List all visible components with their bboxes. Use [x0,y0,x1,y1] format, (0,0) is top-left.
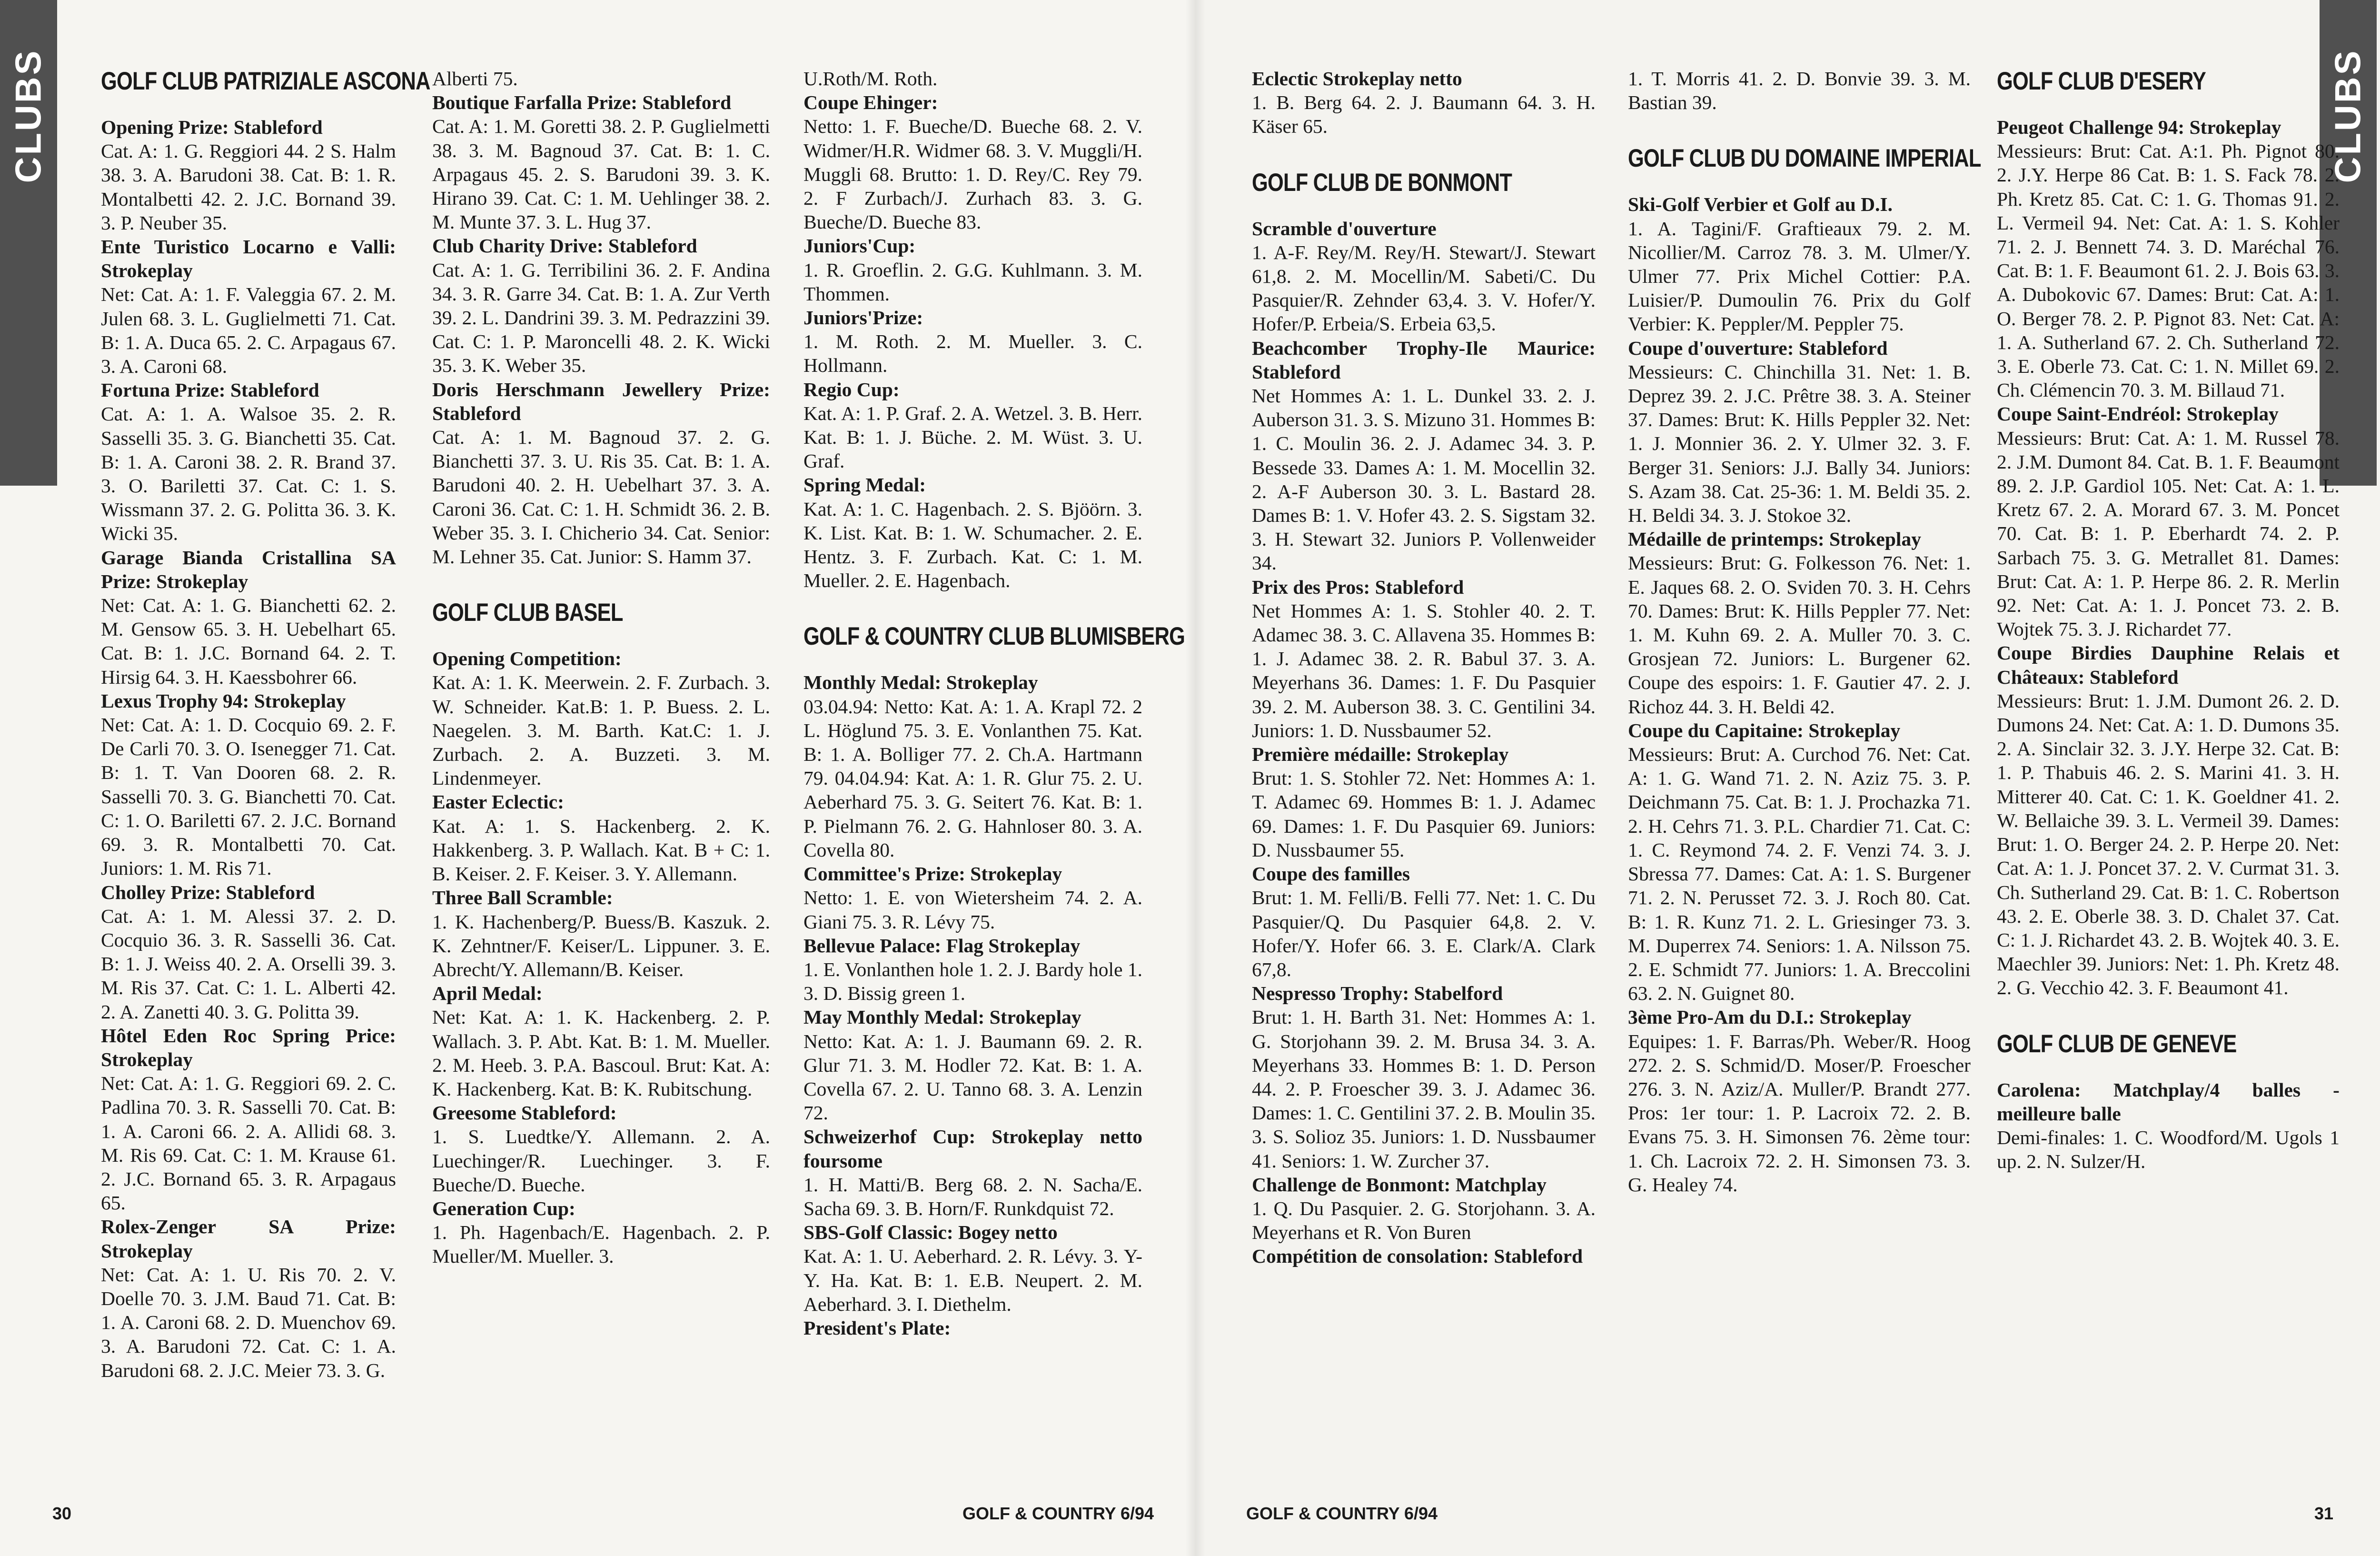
results-text: Kat. A: 1. S. Hackenberg. 2. K. Hakkenberg. 3. P. Wallach. Kat. B + C: 1. B. Keiser. 2. F. Keiser. 3. Y. Allemann. [432,815,770,885]
results-text: Net: Cat. A: 1. G. Reggiori 69. 2. C. Padlina 70. 3. R. Sasselli 70. Cat. B: 1. A. Caroni 66. 2. A. Allidi 68. 3. M. Ris 69. Cat. C: 1. M. Krause 61. 2. J.C. Bornand 65. 3. R. Arpagaus 65. [101,1072,396,1214]
results-text: Brut: 1. H. Barth 31. Net: Hommes A: 1. G. Storjohann 39. 2. M. Brusa 34. 3. A. Meyerhans 33. Hommes B: 1. D. Person 44. 2. P. Froescher 39. 3. J. Adamec 36. Dames: 1. C. Gentilini 37. 2. B. Moulin 35. 3. S. Solioz 35. Juniors: 1. D. Nussbaumer 41. Seniors: 1. W. Zurcher 37. [1252,1006,1596,1172]
competition-heading: Bellevue Palace: Flag Strokeplay [803,934,1081,957]
column-6 [1997,67,2340,1173]
results-text: 1. R. Groeflin. 2. G.G. Kuhlmann. 3. M. Thommen. [803,259,1142,305]
competition-heading: Boutique Farfalla Prize: Stableford [432,91,732,114]
results-text: Messieurs: Brut: G. Folkesson 76. Net: 1. E. Jaques 68. 2. O. Sviden 70. 3. H. Cehrs 70. Dames: Brut: K. Hills Peppler 77. Net: 1. M. Kuhn 69. 2. A. Muller 70. 3. C. Grosjean 72. Juniors: L. Burgener 62. Coupe des espoirs: 1. F. Gautier 47. 2. J. Richoz 44. 3. H. Beldi 42. [1628,552,1971,718]
competition-heading: Coupe Saint-Endréol: Strokeplay [1997,403,2279,425]
competition-heading: 3ème Pro-Am du D.I.: Strokeplay [1628,1006,1912,1028]
competition-heading: Generation Cup: [432,1197,575,1219]
competition-heading: Coupe d'ouverture: Stableford [1628,337,1888,359]
results-text: 1. Q. Du Pasquier. 2. G. Storjohann. 3. A. Meyerhans et R. Von Buren [1252,1197,1596,1244]
results-text: 1. M. Roth. 2. M. Mueller. 3. C. Hollmann. [803,330,1142,377]
competition-heading: Club Charity Drive: Stableford [432,235,697,257]
competition-heading: Monthly Medal: Strokeplay [803,671,1038,694]
club-heading: GOLF CLUB DE BONMONT [1252,168,1512,197]
competition-heading: Peugeot Challenge 94: Strokeplay [1997,116,2281,138]
results-text: Kat. A: 1. P. Graf. 2. A. Wetzel. 3. B. Herr. Kat. B: 1. J. Büche. 2. M. Wüst. 3. U. Graf. [803,402,1142,472]
results-text: Alberti 75. [432,68,518,90]
competition-heading: Nespresso Trophy: Stabelford [1252,982,1503,1005]
competition-heading: Greesome Stableford: [432,1102,617,1124]
competition-heading: Juniors'Cup: [803,235,916,257]
competition-heading: Opening Competition: [432,648,622,670]
competition-heading: SBS-Golf Classic: Bogey netto [803,1221,1058,1244]
page-gutter [1185,0,1205,1556]
results-text: 1. S. Luedtke/Y. Allemann. 2. A. Luechinger/R. Luechinger. 3. F. Bueche/D. Bueche. [432,1126,770,1196]
club-heading: GOLF CLUB DU DOMAINE IMPERIAL [1628,144,1981,173]
competition-heading: Ski-Golf Verbier et Golf au D.I. [1628,193,1893,216]
results-text: Brut: 1. M. Felli/B. Felli 77. Net: 1. C. Du Pasquier/Q. Du Pasquier 64,8. 2. V. Hofer/Y. Hofer 66. 3. E. Clark/A. Clark 67,8. [1252,887,1596,980]
results-text: Cat. A: 1. G. Terribilini 36. 2. F. Andina 34. 3. R. Garre 34. Cat. B: 1. A. Zur Verth 39. 2. L. Dandrini 39. 3. M. Pedrazzini 39. Cat. C: 1. P. Maroncelli 48. 2. K. Wicki 35. 3. K. Weber 35. [432,259,770,377]
results-text: Messieurs: Brut: Cat. A:1. Ph. Pignot 80. 2. J.Y. Herpe 86 Cat. B: 1. S. Fack 78. 2. Ph. Kretz 85. Cat. C: 1. G. Thomas 91. 2. L. Vermeil 94. Net: Cat. A: 1. S. Kohler 71. 2. J. Bennett 74. 3. D. Maréchal 76. Cat. B: 1. F. Beaumont 61. 2. J. Bois 63. 3. A. Dubokovic 67. Dames: Brut: Cat. A: 1. O. Berger 78. 2. P. Pignot 83. Net: Cat. A: 1. A. Sutherland 67. 2. Ch. Sutherland 72. 3. E. Oberle 73. Cat. C: 1. N. Millet 69. 2. Ch. Clémencin 70. 3. M. Billaud 71. [1997,140,2340,401]
results-text: Net: Cat. A: 1. G. Bianchetti 62. 2. M. Gensow 65. 3. H. Uebelhart 65. Cat. B: 1. J.C. Bornand 64. 2. T. Hirsig 64. 3. H. Kaessbohrer 66. [101,594,396,688]
results-text: Messieurs: Brut: 1. J.M. Dumont 26. 2. D. Dumons 24. Net: Cat. A: 1. D. Dumons 35. 2. A. Sinclair 32. 3. J.Y. Herpe 32. Cat. B: 1. P. Thabuis 46. 2. S. Marini 41. 3. H. Mitterer 40. Cat. C: 1. K. Goeldner 41. 2. W. Bellaiche 39. 3. L. Vermeil 39. Dames: Brut: 1. O. Berger 24. 2. P. Herpe 20. Net: Cat. A: 1. J. Poncet 37. 2. V. Curmat 31. 3. Ch. Sutherland 29. Cat. B: 1. C. Robertson 43. 2. E. Oberle 38. 3. D. Chalet 37. Cat. C: 1. J. Richardet 43. 2. B. Wojtek 40. 3. E. Maechler 39. Juniors: Net: 1. Ph. Kretz 48. 2. G. Vecchio 42. 3. F. Beaumont 41. [1997,689,2340,999]
competition-heading: President's Plate: [803,1317,951,1339]
results-text: Kat. A: 1. C. Hagenbach. 2. S. Bjöörn. 3. K. List. Kat. B: 1. W. Schumacher. 2. E. Hentz. 3. F. Zurbach. Kat. C: 1. M. Mueller. 2. E. Hagenbach. [803,498,1142,592]
competition-heading: Garage Bianda Cristallina SA Prize: Strokeplay [101,546,396,592]
competition-heading: Doris Herschmann Jewellery Prize: Stableford [432,378,770,424]
results-text: Net: Kat. A: 1. K. Hackenberg. 2. P. Wallach. 3. P. Abt. Kat. B: 1. M. Mueller. 2. M. Heeb. 3. P.A. Bascoul. Brut: Kat. A: K. Hackenberg. Kat. B: K. Rubitschung. [432,1006,770,1100]
results-text: 1. Ph. Hagenbach/E. Hagenbach. 2. P. Mueller/M. Mueller. 3. [432,1221,770,1267]
results-text: Netto: 1. E. von Wietersheim 74. 2. A. Giani 75. 3. R. Lévy 75. [803,887,1142,933]
competition-heading: Coupe du Capitaine: Strokeplay [1628,719,1901,741]
column-4 [1252,67,1596,1268]
results-text: 1. E. Vonlanthen hole 1. 2. J. Bardy hole 1. 3. D. Bissig green 1. [803,958,1142,1005]
competition-heading: Beachcomber Trophy-Ile Maurice: Stableford [1252,337,1596,383]
competition-heading: May Monthly Medal: Strokeplay [803,1006,1081,1028]
results-text: Cat. A: 1. M. Bagnoud 37. 2. G. Bianchetti 37. 3. U. Ris 35. Cat. B: 1. A. Barudoni 40. 2. H. Uebelhart 37. 3. A. Caroni 36. Cat. C: 1. H. Schmidt 36. 2. B. Weber 35. 3. I. Chicherio 34. Cat. Senior: M. Lehner 35. Cat. Junior: S. Hamm 37. [432,426,770,568]
competition-heading: Fortuna Prize: Stableford [101,379,319,401]
results-text: 1. A. Tagini/F. Graftieaux 79. 2. M. Nicollier/M. Carroz 78. 3. M. Ulmer/Y. Ulmer 77. Prix Michel Cottier: P.A. Luisier/P. Dumoulin 76. Prix du Golf Verbier: K. Peppler/M. Peppler 75. [1628,217,1971,335]
competition-heading: Eclectic Strokeplay netto [1252,68,1462,90]
results-text: Cat. A: 1. M. Goretti 38. 2. P. Guglielmetti 38. 3. M. Bagnoud 37. Cat. B: 1. C. Arpagaus 45. 2. S. Barudoni 39. 3. K. Hirano 39. Cat. C: 1. M. Uehlinger 38. 2. M. Munte 37. 3. L. Hug 37. [432,115,770,233]
competition-heading: April Medal: [432,982,543,1005]
results-text: Kat. A: 1. K. Meerwein. 2. F. Zurbach. 3. W. Schneider. Kat.B: 1. P. Buess. 2. L. Naegelen. 3. M. Barth. Kat.C: 1. J. Zurbach. 2. A. Buzzeti. 3. M. Lindenmeyer. [432,671,770,789]
club-heading: GOLF CLUB PATRIZIALE ASCONA [101,67,430,95]
results-text: Brut: 1. S. Stohler 72. Net: Hommes A: 1. T. Adamec 69. Hommes B: 1. J. Adamec 69. Dames: 1. F. Du Pasquier 69. Juniors: D. Nussbaumer 55. [1252,767,1596,861]
results-text: Messieurs: C. Chinchilla 31. Net: 1. B. Deprez 39. 2. J.C. Prêtre 38. 3. A. Steiner 37. Dames: Brut: K. Hills Peppler 32. Net: 1. J. Monnier 36. 2. Y. Ulmer 32. 3. F. Berger 31. Seniors: J.J. Bally 34. Juniors: S. Azam 38. Cat. 25-36: 1. M. Beldi 35. 2. H. Beldi 34. 3. J. Stokoe 32. [1628,360,1971,527]
results-text: Equipes: 1. F. Barras/Ph. Weber/R. Hoog 272. 2. S. Schmid/D. Moser/P. Froescher 276. 3. N. Aziz/A. Muller/P. Brandt 277. Pros: 1er tour: 1. P. Lacroix 72. 2. B. Evans 75. 3. H. Simonsen 76. 2ème tour: 1. Ch. Lacroix 72. 2. H. Simonsen 73. 3. G. Healey 74. [1628,1030,1971,1196]
results-text: Messieurs: Brut: A. Curchod 76. Net: Cat. A: 1. G. Wand 71. 2. N. Aziz 75. 3. P. Deichmann 75. Cat. B: 1. J. Prochazka 71. 2. H. Cehrs 71. 3. P.L. Chardier 71. Cat. C: 1. C. Reymond 74. 2. F. Venzi 74. 3. J. Sbressa 77. Dames: Cat. A: 1. S. Burgener 71. 2. N. Perusset 72. 3. J. Roch 80. Cat. B: 1. R. Kunz 71. 2. L. Griesinger 73. 3. M. Duperrex 74. Seniors: 1. A. Nilsson 75. 2. E. Schmidt 77. Juniors: 1. A. Breccolini 63. 2. N. Guignet 80. [1628,743,1971,1005]
competition-heading: Committee's Prize: Strokeplay [803,863,1062,885]
page-number-right: 31 [2314,1504,2334,1523]
results-text: 1. T. Morris 41. 2. D. Bonvie 39. 3. M. Bastian 39. [1628,68,1971,114]
competition-heading: Schweizerhof Cup: Strokeplay netto foursome [803,1126,1142,1172]
column-3 [803,67,1185,1340]
results-text: Net: Cat. A: 1. F. Valeggia 67. 2. M. Julen 68. 3. L. Guglielmetti 71. Cat. B: 1. A. Duca 65. 2. C. Arpagaus 67. 3. A. Caroni 68. [101,283,396,378]
competition-heading: Easter Eclectic: [432,791,564,813]
competition-heading: Juniors'Prize: [803,307,923,329]
competition-heading: Première médaille: Strokeplay [1252,743,1509,766]
magazine-footer-left: GOLF & COUNTRY 6/94 [962,1504,1154,1523]
results-text: 1. K. Hachenberg/P. Buess/B. Kaszuk. 2. K. Zehntner/F. Keiser/L. Lippuner. 3. E. Abrecht/Y. Allemann/B. Keiser. [432,910,770,980]
results-text: 03.04.94: Netto: Kat. A: 1. A. Krapl 72. 2 L. Höglund 75. 3. E. Vonlanthen 75. Kat. B: 1. A. Bolliger 77. 2. Ch.A. Hartmann 79. 04.04.94: Kat. A: 1. R. Glur 75. 2. U. Aeberhard 75. 3. G. Seitert 76. Kat. B: 1. P. Pielmann 76. 2. G. Hahnloser 80. 3. A. Covella 80. [803,695,1142,861]
competition-heading: Coupe Birdies Dauphine Relais et Châteaux: Stableford [1997,642,2340,688]
column-1 [101,67,430,1382]
results-text: Net Hommes A: 1. S. Stohler 40. 2. T. Adamec 38. 3. C. Allavena 35. Hommes B: 1. J. Adamec 38. 2. R. Babul 37. 3. A. Meyerhans 36. Dames: 1. F. Du Pasquier 39. 2. M. Auberson 38. 3. C. Gentilini 34. Juniors: 1. D. Nussbaumer 52. [1252,599,1596,741]
competition-heading: Challenge de Bonmont: Matchplay [1252,1173,1547,1196]
results-text: Demi-finales: 1. C. Woodford/M. Ugols 1 up. 2. N. Sulzer/H. [1997,1126,2340,1173]
page-number-left: 30 [52,1504,72,1523]
club-heading: GOLF & COUNTRY CLUB BLUMISBERG [803,622,1185,651]
club-heading: GOLF CLUB DE GENEVE [1997,1029,2237,1058]
club-heading: GOLF CLUB BASEL [432,598,623,627]
competition-heading: Opening Prize: Stableford [101,116,323,138]
competition-heading: Carolena: Matchplay/4 balles - meilleure balle [1997,1078,2340,1125]
competition-heading: Compétition de consolation: Stableford [1252,1245,1583,1267]
results-text: Cat. A: 1. G. Reggiori 44. 2 S. Halm 38. 3. A. Barudoni 38. Cat. B: 1. R. Montalbetti 42. 2. J.C. Bornand 39. 3. P. Neuber 35. [101,140,396,234]
competition-heading: Coupe Ehinger: [803,91,938,114]
competition-heading: Ente Turistico Locarno e Valli: Strokeplay [101,236,396,282]
column-2 [432,67,770,1268]
club-heading: GOLF CLUB D'ESERY [1997,67,2206,95]
results-text: Kat. A: 1. U. Aeberhard. 2. R. Lévy. 3. Y-Y. Ha. Kat. B: 1. E.B. Neupert. 2. M. Aeberhard. 3. I. Diethelm. [803,1245,1142,1315]
competition-heading: Médaille de printemps: Strokeplay [1628,528,1921,550]
results-text: Net: Cat. A: 1. D. Cocquio 69. 2. F. De Carli 70. 3. O. Isenegger 71. Cat. B: 1. T. Van Dooren 68. 2. R. Sasselli 70. 3. G. Bianchetti 70. Cat. C: 1. O. Bariletti 67. 2. J.C. Bornand 69. 3. R. Montalbetti 70. Cat. Juniors: 1. M. Ris 71. [101,714,396,879]
competition-heading: Regio Cup: [803,378,900,400]
results-text: 1. B. Berg 64. 2. J. Baumann 64. 3. H. Käser 65. [1252,91,1596,138]
competition-heading: Scramble d'ouverture [1252,217,1437,239]
competition-heading: Coupe des familles [1252,863,1410,885]
section-tab-left [0,0,57,486]
column-5 [1628,67,1981,1197]
section-tab-label: CLUBS [2328,49,2369,183]
competition-heading: Three Ball Scramble: [432,887,613,909]
competition-heading: Spring Medal: [803,474,926,496]
competition-heading: Cholley Prize: Stableford [101,881,315,903]
results-text: Netto: Kat. A: 1. J. Baumann 69. 2. R. Glur 71. 3. M. Hodler 72. Kat. B: 1. A. Covella 67. 2. U. Tanno 68. 3. A. Lenzin 72. [803,1030,1142,1124]
results-text: Messieurs: Brut: Cat. A: 1. M. Russel 78. 2. J.M. Dumont 84. Cat. B. 1. F. Beaumont 89. 2. J.P. Gardiol 105. Net: Cat. A: 1. L. Kretz 67. 2. A. Morard 67. 3. M. Poncet 70. Cat. B: 1. P. Eberhardt 74. 2. P. Sarbach 75. 3. G. Metrallet 81. Dames: Brut: Cat. A: 1. P. Herpe 86. 2. R. Merlin 92. Net: Cat. A: 1. J. Poncet 73. 2. B. Wojtek 75. 3. J. Richardet 77. [1997,427,2340,640]
results-text: U.Roth/M. Roth. [803,68,938,90]
results-text: Net Hommes A: 1. L. Dunkel 33. 2. J. Auberson 31. 3. S. Mizuno 31. Hommes B: 1. C. Moulin 36. 2. J. Adamec 34. 3. P. Bessede 33. Dames A: 1. M. Mocellin 32. 2. A-F Auberson 30. 3. L. Bastard 28. Dames B: 1. V. Hofer 43. 2. S. Sigstam 32. 3. H. Stewart 32. Juniors P. Vollenweider 34. [1252,385,1596,574]
competition-heading: Prix des Pros: Stableford [1252,576,1464,598]
results-text: Cat. A: 1. M. Alessi 37. 2. D. Cocquio 36. 3. R. Sasselli 36. Cat. B: 1. J. Weiss 40. 2. A. Orselli 39. 3. M. Ris 37. Cat. C: 1. L. Alberti 42. 2. A. Zanetti 40. 3. G. Politta 39. [101,905,396,1023]
results-text: Net: Cat. A: 1. U. Ris 70. 2. V. Doelle 70. 3. J.M. Baud 71. Cat. B: 1. A. Caroni 68. 2. D. Muenchov 69. 3. A. Barudoni 72. Cat. C: 1. A. Barudoni 68. 2. J.C. Meier 73. 3. G. [101,1263,396,1381]
section-tab-label: CLUBS [8,49,49,183]
results-text: Cat. A: 1. A. Walsoe 35. 2. R. Sasselli 35. 3. G. Bianchetti 35. Cat. B: 1. A. Caroni 38. 2. R. Brand 37. 3. O. Bariletti 37. Cat. C: 1. S. Wissmann 37. 2. G. Politta 36. 3. K. Wicki 35. [101,403,396,545]
competition-heading: Rolex-Zenger SA Prize: Strokeplay [101,1216,396,1262]
results-text: Netto: 1. F. Bueche/D. Bueche 68. 2. V. Widmer/H.R. Widmer 68. 3. V. Muggli/H. Muggli 68. Brutto: 1. D. Rey/C. Rey 79. 2. F Zurbach/J. Zurhach 83. 3. G. Bueche/D. Bueche 83. [803,115,1142,233]
results-text: 1. H. Matti/B. Berg 68. 2. N. Sacha/E. Sacha 69. 3. B. Horn/F. Runkdquist 72. [803,1173,1142,1219]
magazine-footer-right: GOLF & COUNTRY 6/94 [1246,1504,1438,1523]
results-text: 1. A-F. Rey/M. Rey/H. Stewart/J. Stewart 61,8. 2. M. Mocellin/M. Sabeti/C. Du Pasquier/R. Zehnder 63,4. 3. V. Hofer/Y. Hofer/P. Erbeia/S. Erbeia 63,5. [1252,241,1596,335]
competition-heading: Hôtel Eden Roc Spring Price: Strokeplay [101,1024,396,1070]
competition-heading: Lexus Trophy 94: Strokeplay [101,689,346,712]
